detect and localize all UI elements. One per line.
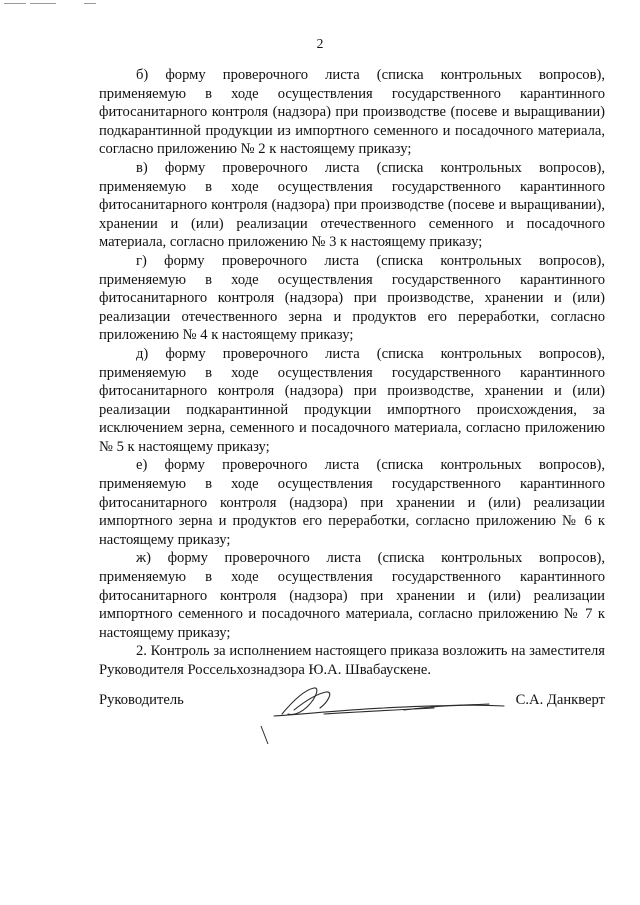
paragraph-control: 2. Контроль за исполнением настоящего приказа возложить на заместителя Руководителя Россельхознадзора Ю.А. Швабаускене. [99, 643, 605, 678]
paragraph-v: в) форму проверочного листа (списка контрольных вопросов), применяемую в ходе осуществления государственного карантинного фитосанитарного контроля (надзора) при производстве (посеве и выращивании), хранении и (или) реализации отечественного семенного и посадочного материала, согласно приложению № 3 к настоящему приказу; [99, 159, 605, 251]
page-number: 2 [316, 36, 324, 51]
paragraph-d: д) форму проверочного листа (списка контрольных вопросов), применяемую в ходе осуществления государственного карантинного фитосанитарного контроля (надзора) при производстве, хранении и (или) реализации подкарантинной продукции импортного происхождения, за исключением зерна, семенного и посадочного материала, согласно приложению № 5 к настоящему приказу; [99, 345, 605, 455]
pen-tick-icon [259, 724, 271, 748]
paragraph-zh: ж) форму проверочного листа (списка контрольных вопросов), применяемую в ходе осуществления государственного карантинного фитосанитарного контроля (надзора) при хранении и (или) реализации импортного семенного и посадочного материала, согласно приложению № 7 к настоящему приказу; [99, 550, 605, 641]
handwritten-signature-icon [264, 684, 514, 724]
signatory-name: С.А. Данкверт [515, 692, 605, 708]
paragraph-b: б) форму проверочного листа (списка контрольных вопросов), применяемую в ходе осуществления государственного карантинного фитосанитарного контроля (надзора) при производстве (посеве и выращивании) подкарантинной продукции из импортного семенного и посадочного материала, согласно приложению № 2 к настоящему приказу; [99, 67, 605, 158]
paragraph-g: г) форму проверочного листа (списка контрольных вопросов), применяемую в ходе осуществления государственного карантинного фитосанитарного контроля (надзора) при производстве, хранении и (или) реализации отечественного зерна и продуктов его переработки, согласно приложению № 4 к настоящему приказу; [99, 252, 605, 344]
order-body [99, 66, 605, 680]
paragraph-e: е) форму проверочного листа (списка контрольных вопросов), применяемую в ходе осуществления государственного карантинного фитосанитарного контроля (надзора) при хранении и (или) реализации импортного зерна и продуктов его переработки, согласно приложению № 6 к настоящему приказу; [99, 457, 605, 548]
signature-block [99, 684, 605, 744]
scan-edge-marks [0, 0, 640, 8]
signatory-title: Руководитель [99, 692, 184, 708]
